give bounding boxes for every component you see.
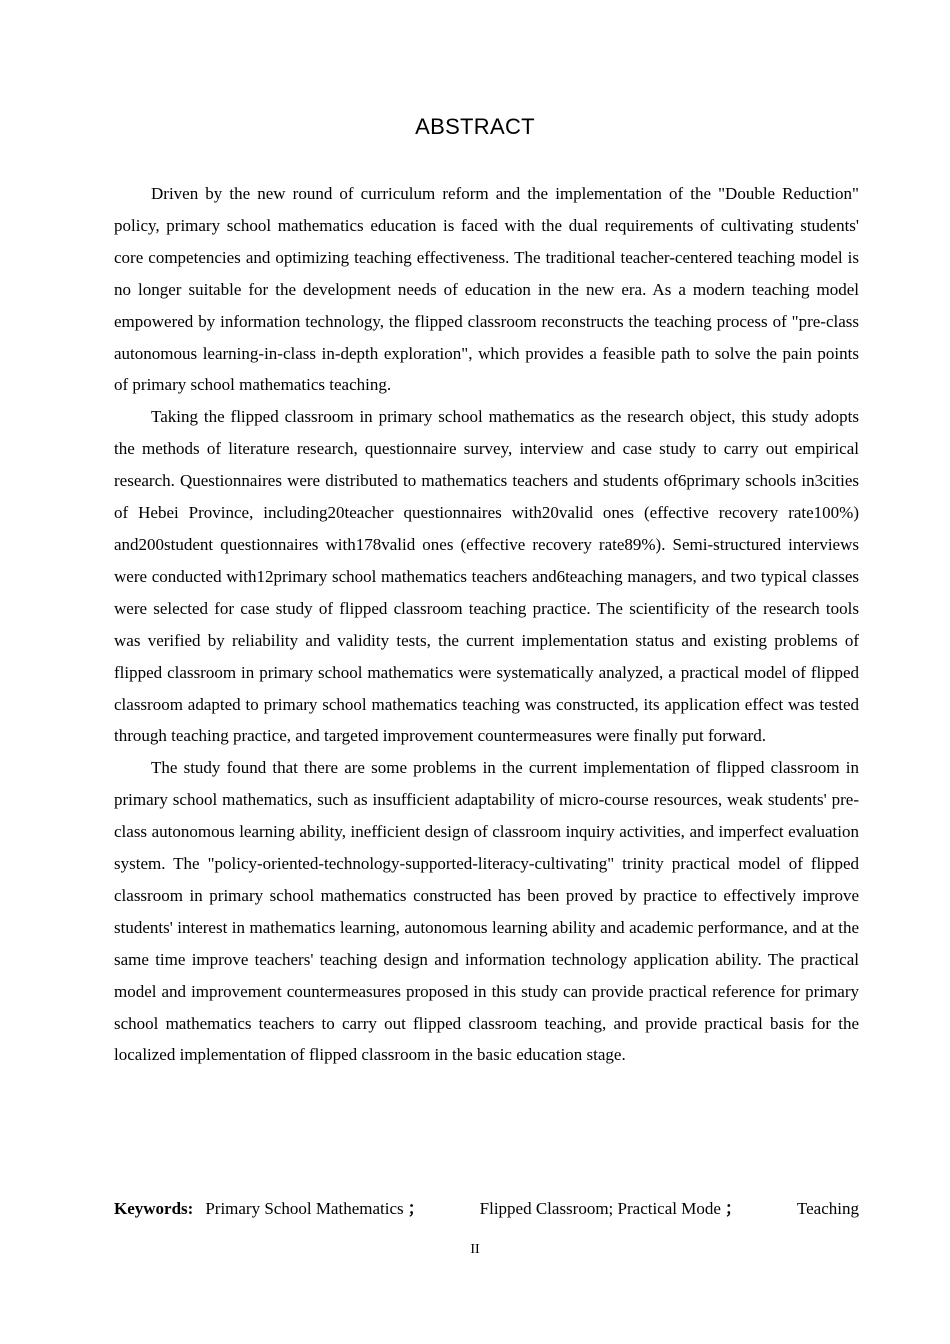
abstract-paragraph-1: Driven by the new round of curriculum reform and the implementation of the "Double Reduction" policy, primary school mathematics education is faced with the dual requirements of cultivating students' core competencies and optimizing teaching effectiveness. The traditional teacher-centered teaching model is no longer suitable for the development needs of education in the new era. As a modern teaching model empowered by information technology, the flipped classroom reconstructs the teaching process of "pre-class autonomous learning-in-class in-depth exploration", which provides a feasible path to solve the pain points of primary school mathematics teaching.	[114, 184, 859, 395]
keyword-separator: ；	[407, 1199, 425, 1218]
abstract-body	[114, 178, 859, 1071]
abstract-paragraph-2: Taking the flipped classroom in primary school mathematics as the research object, this study adopts the methods of literature research, questionnaire survey, interview and case study to carry out empirical research. Questionnaires were distributed to mathematics teachers and students of6primary schools in3cities of Hebei Province, including20teacher questionnaires with20valid ones (effective recovery rate100%) and200student questionnaires with178valid ones (effective recovery rate89%). Semi-structured interviews were conducted with12primary school mathematics teachers and6teaching managers, and two typical classes were selected for case study of flipped classroom teaching practice. The scientificity of the research tools was verified by reliability and validity tests, the current implementation status and existing problems of flipped classroom in primary school mathematics were systematically analyzed, a practical model of flipped classroom adapted to primary school mathematics teaching was constructed, its application effect was tested through teaching practice, and targeted improvement countermeasures were finally put forward.	[114, 407, 859, 746]
keywords-group-2	[480, 1194, 746, 1224]
keywords-label: Keywords:	[114, 1199, 194, 1218]
keyword-item: Flipped Classroom; Practical Mode	[479, 1199, 721, 1218]
page-number: II	[470, 1242, 480, 1257]
keyword-item: Primary School Mathematics	[205, 1199, 404, 1218]
keyword-item: Teaching	[796, 1199, 859, 1218]
keywords-line	[114, 1194, 859, 1224]
keyword-separator: ；	[724, 1199, 742, 1218]
abstract-title: ABSTRACT	[415, 114, 535, 139]
keywords-group-1	[114, 1194, 429, 1224]
abstract-paragraph-3: The study found that there are some problems in the current implementation of flipped classroom in primary school mathematics, such as insufficient adaptability of micro-course resources, weak students' pre-class autonomous learning ability, inefficient design of classroom inquiry activities, and imperfect evaluation system. The "policy-oriented-technology-supported-literacy-cultivating" trinity practical model of flipped classroom in primary school mathematics constructed has been proved by practice to effectively improve students' interest in mathematics learning, autonomous learning ability and academic performance, and at the same time improve teachers' teaching design and information technology application ability. The practical model and improvement countermeasures proposed in this study can provide practical reference for primary school mathematics teachers to carry out flipped classroom teaching, and provide practical basis for the localized implementation of flipped classroom in the basic education stage.	[114, 758, 859, 1065]
